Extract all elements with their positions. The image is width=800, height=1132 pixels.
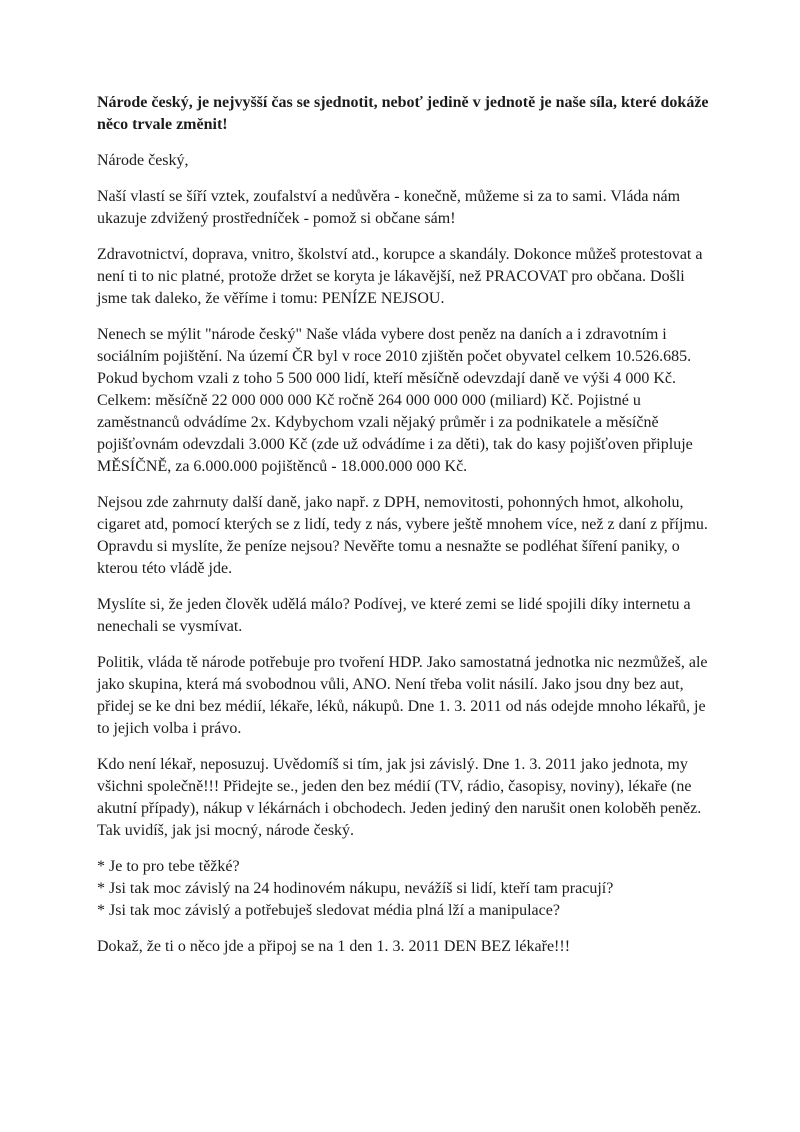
document-heading: Národe český, je nejvyšší čas se sjednotit, neboť jedině v jednotě je naše síla, které dokáže něco trvale změnit! bbox=[97, 94, 709, 133]
closing-line: Dokaž, že ti o něco jde a připoj se na 1 den 1. 3. 2011 DEN BEZ lékaře!!! bbox=[97, 938, 571, 955]
paragraph-3: Nenech se mýlit "národe český" Naše vláda vybere dost peněz na daních a i zdravotním i sociálním pojištění. Na území ČR byl v roce 2010 zjištěn počet obyvatel celkem 10.526.685. Pokud bychom vzali z toho 5 500 000 lidí, kteří měsíčně odevzdají daně ve výši 4 000 Kč. Celkem: měsíčně 22 000 000 000 Kč ročně 264 000 000 000 (miliard) Kč. Pojistné u zaměstnanců odvádíme 2x. Kdybychom vzali nějaký průměr i za podnikatele a měsíčně pojišťovnám odevzdali 3.000 Kč (zde už odvádíme i za děti), tak do kasy pojišťoven připluje MĚSÍČNĚ, za 6.000.000 pojištěnců - 18.000.000 000 Kč. bbox=[97, 326, 693, 475]
salutation: Národe český, bbox=[97, 152, 189, 169]
bullet-item-1: * Je to pro tebe těžké? bbox=[97, 858, 240, 875]
paragraph-2: Zdravotnictví, doprava, vnitro, školství atd., korupce a skandály. Dokonce můžeš protestovat a není ti to nic platné, protože držet se koryta je lákavější, než PRACOVAT pro občana. Došli jsme tak daleko, že věříme i tomu: PENÍZE NEJSOU. bbox=[97, 246, 703, 307]
paragraph-4: Nejsou zde zahrnuty další daně, jako např. z DPH, nemovitosti, pohonných hmot, alkoholu, cigaret atd, pomocí kterých se z lidí, tedy z nás, vybere ještě mnohem více, než z daní z příjmu. Opravdu si myslíte, že peníze nejsou? Nevěřte tomu a nesnažte se podléhat šíření paniky, o kterou této vládě jde. bbox=[97, 494, 708, 577]
bullet-list bbox=[97, 856, 715, 922]
paragraph-7: Kdo není lékař, neposuzuj. Uvědomíš si tím, jak jsi závislý. Dne 1. 3. 2011 jako jednota, my všichni společně!!! Přidejte se., jeden den bez médií (TV, rádio, časopisy, noviny), lékaře (ne akutní případy), nákup v lékárnách i obchodech. Jeden jediný den narušit onen koloběh peněz. Tak uvidíš, jak jsi mocný, národe český. bbox=[97, 756, 702, 839]
paragraph-5: Myslíte si, že jeden člověk udělá málo? Podívej, ve které zemi se lidé spojili díky internetu a nenechali se vysmívat. bbox=[97, 596, 691, 635]
paragraph-6: Politik, vláda tě národe potřebuje pro tvoření HDP. Jako samostatná jednotka nic nezmůžeš, ale jako skupina, která má svobodnou vůli, ANO. Není třeba volit násilí. Jako jsou dny bez aut, přidej se ke dni bez médií, lékaře, léků, nákupů. Dne 1. 3. 2011 od nás odejde mnoho lékařů, je to jejich volba i právo. bbox=[97, 654, 708, 737]
bullet-item-2: * Jsi tak moc závislý na 24 hodinovém nákupu, nevážíš si lidí, kteří tam pracují? bbox=[97, 880, 614, 897]
document-body bbox=[97, 92, 715, 958]
bullet-item-3: * Jsi tak moc závislý a potřebuješ sledovat média plná lží a manipulace? bbox=[97, 902, 560, 919]
paragraph-1: Naší vlastí se šíří vztek, zoufalství a nedůvěra - konečně, můžeme si za to sami. Vláda nám ukazuje zdvižený prostředníček - pomož si občane sám! bbox=[97, 188, 681, 227]
